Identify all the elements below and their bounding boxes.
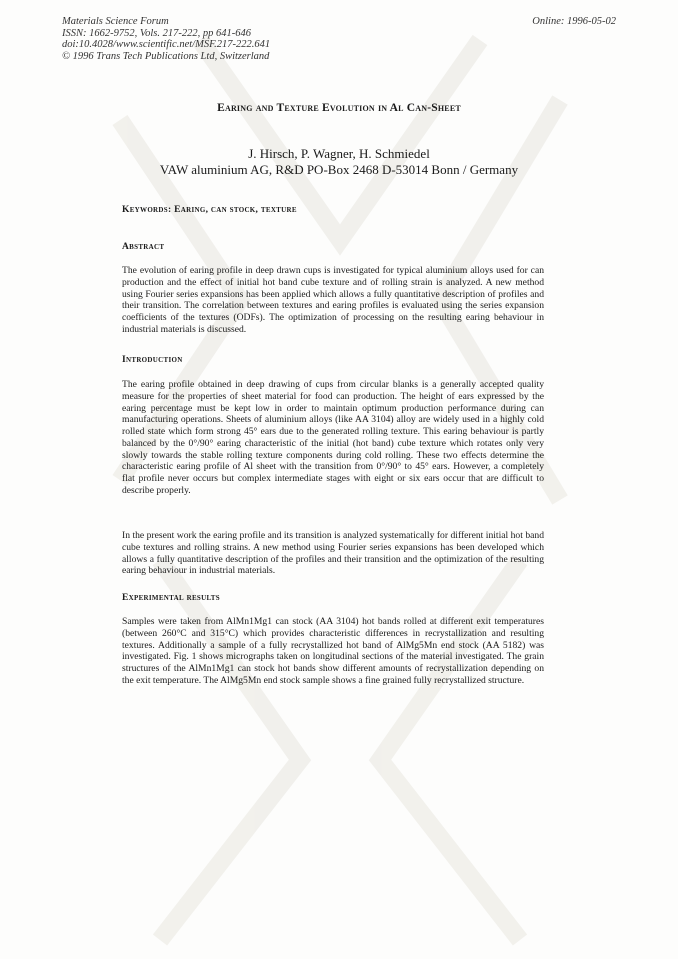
author-names: J. Hirsch, P. Wagner, H. Schmiedel xyxy=(248,146,430,161)
journal-header xyxy=(62,16,270,62)
journal-issn: ISSN: 1662-9752, Vols. 217-222, pp 641-646 xyxy=(62,27,251,39)
online-date: Online: 1996-05-02 xyxy=(532,16,616,27)
abstract-paragraph: The evolution of earing profile in deep drawn cups is investigated for typical aluminium alloys used for can production and the effect of initial hot band cube texture and of rolling strain is analyzed. A new method using Fourier series expansions has been applied which allows a fully quantitative description of profiles and their transition. The correlation between textures and earing profiles is evaluated using the series expansion coefficients of the textures (ODFs). The optimization of processing on the resulting earing behaviour in industrial materials is discussed. xyxy=(122,265,544,335)
copyright-line: © 1996 Trans Tech Publications Ltd, Switzerland xyxy=(62,50,270,62)
author-affiliation: VAW aluminium AG, R&D PO-Box 2468 D-53014 Bonn / Germany xyxy=(159,162,519,177)
results-heading: Experimental results xyxy=(122,593,220,603)
introduction-paragraph-2: In the present work the earing profile and its transition is analyzed systematically for different initial hot band cube textures and rolling strains. A new method using Fourier series expansions has been developed which allows a fully quantitative description of the profiles and their transition and the optimization of the resulting earing behaviour in industrial materials. xyxy=(122,530,544,577)
author-block xyxy=(0,146,678,178)
abstract-heading: Abstract xyxy=(122,242,165,252)
journal-doi[interactable]: doi:10.4028/www.scientific.net/MSF.217-222.641 xyxy=(62,39,271,50)
journal-name: Materials Science Forum xyxy=(62,16,169,27)
paper-title: Earing and Texture Evolution in Al Can-Sheet xyxy=(217,102,461,114)
introduction-paragraph-1: The earing profile obtained in deep drawing of cups from circular blanks is a generally accepted quality measure for the properties of sheet material for food can production. The height of ears expressed by the earing percentage must be kept low in order to maintain optimum production performance during can manufacturing operations. Sheets of aluminium alloys (like AA 3104) alloy are widely used in a highly cold rolled state which form strong 45° ears due to the generated rolling texture. This earing behaviour is partly balanced by the 0°/90° earing characteristic of the initial (hot band) cube texture which rotates only very slowly towards the stable rolling texture components during cold rolling. These two effects determine the characteristic earing profile of Al sheet with the transition from 0°/90° to 45° ears. However, a completely flat profile never occurs but complex intermediate stages with eight or six ears occur that are difficult to describe properly. xyxy=(122,379,544,496)
results-paragraph: Samples were taken from AlMn1Mg1 can stock (AA 3104) hot bands rolled at different exit temperatures (between 260°C and 315°C) which provides characteristic differences in recrystallization and resulting textures. Additionally a sample of a fully recrystallized hot band of AlMg5Mn end stock (AA 5182) was investigated. Fig. 1 shows micrographs taken on longitudinal sections of the material investigated. The grain structures of the AlMn1Mg1 can stock hot bands show different amounts of recrystallization depending on the exit temperature. The AlMg5Mn end stock sample shows a fine grained fully recrystallized structure. xyxy=(122,616,544,686)
keywords-line: Keywords: Earing, can stock, texture xyxy=(122,205,297,215)
introduction-heading: Introduction xyxy=(122,355,183,365)
